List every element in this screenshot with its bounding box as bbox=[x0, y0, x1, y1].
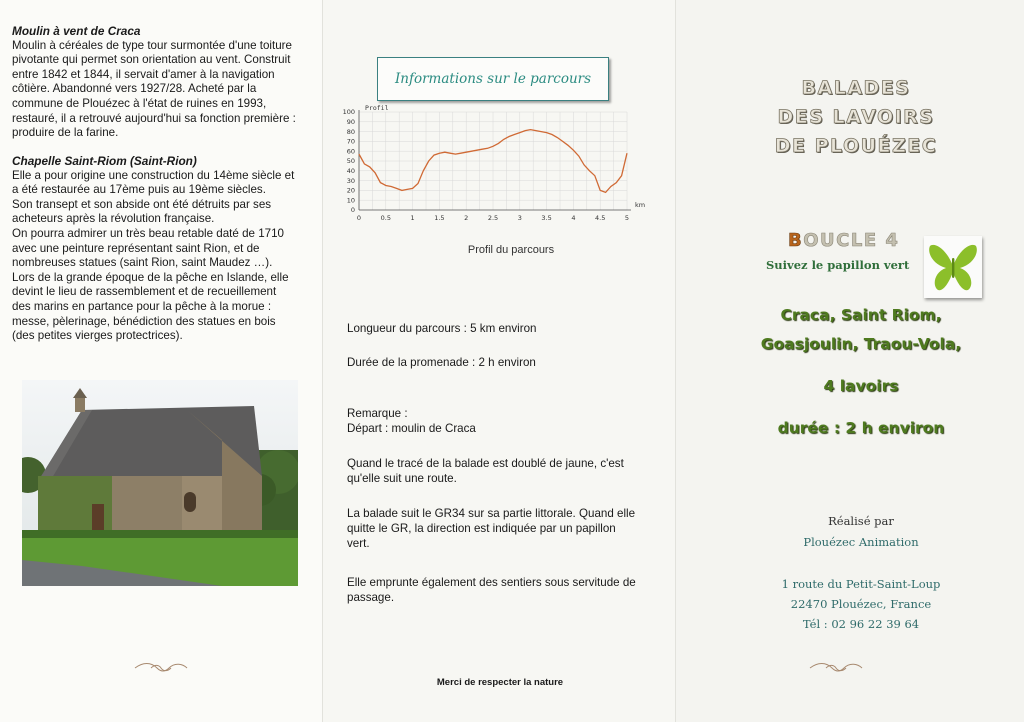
x-tick-label: 5 bbox=[624, 214, 630, 222]
chart-grid bbox=[359, 112, 627, 210]
chapel-photo bbox=[22, 380, 298, 586]
y-tick-label: 40 bbox=[346, 167, 355, 175]
loop-label bbox=[788, 230, 899, 251]
phone-number: Tél : 02 96 22 39 64 bbox=[802, 617, 920, 631]
y-tick-label: 50 bbox=[346, 157, 355, 166]
text-line: quitte le GR, la direction est indiquée par un papillon bbox=[347, 522, 616, 535]
text-line: Elle emprunte également des sentiers sous servitude de bbox=[347, 576, 636, 589]
text-line: avec une peinture représentant saint Rion, et de bbox=[12, 241, 260, 255]
y-tick-label: 30 bbox=[346, 176, 355, 185]
y-tick-label: 80 bbox=[346, 127, 355, 136]
text-line: Moulin à céréales de type tour surmontée d'une toiture bbox=[12, 38, 292, 52]
x-tick-label: 2 bbox=[464, 214, 469, 222]
windmill-title: Moulin à vent de Craca bbox=[12, 24, 141, 38]
text-line: vert. bbox=[347, 537, 370, 550]
x-tick-label: 4 bbox=[571, 214, 576, 222]
loop-initial: B bbox=[788, 230, 804, 251]
x-axis-label: km bbox=[635, 201, 646, 209]
gr34-note bbox=[347, 506, 657, 551]
chapel-title: Chapelle Saint-Riom (Saint-Rion) bbox=[12, 154, 197, 168]
y-tick-label: 60 bbox=[346, 147, 355, 156]
butterfly-card bbox=[924, 236, 982, 298]
elevation-profile-chart bbox=[331, 100, 661, 230]
path-note bbox=[347, 575, 657, 605]
windmill-section bbox=[12, 24, 312, 141]
text-line: entre 1842 et 1844, il servait d'amer à la navigation bbox=[12, 67, 275, 81]
loop-rest: OUCLE 4 bbox=[803, 230, 900, 251]
x-tick-label: 2.5 bbox=[487, 214, 499, 222]
route-line-1: Craca, Saint Riom, bbox=[780, 306, 942, 324]
x-axis-ticks bbox=[357, 214, 629, 222]
chapel-section bbox=[12, 154, 312, 344]
text-line: Lors de la grande époque de la pêche en Islande, elle bbox=[12, 270, 289, 284]
footer-note: Merci de respecter la nature bbox=[436, 677, 564, 688]
x-tick-label: 1.5 bbox=[434, 214, 445, 222]
x-tick-label: 3 bbox=[517, 214, 522, 222]
ornament-icon bbox=[133, 660, 189, 676]
remark-heading: Remarque : bbox=[347, 407, 408, 420]
chart-caption: Profil du parcours bbox=[467, 244, 555, 256]
y-tick-label: 20 bbox=[346, 186, 355, 195]
length-text: Longueur du parcours : 5 km environ bbox=[347, 322, 537, 335]
info-title: Informations sur le parcours bbox=[394, 71, 592, 87]
text-line: (des petites vierges protectrices). bbox=[12, 329, 183, 343]
duration-text: Durée de la promenade : 2 h environ bbox=[347, 356, 536, 369]
address-line-2: 22470 Plouézec, France bbox=[790, 597, 932, 611]
y-axis-ticks bbox=[343, 108, 355, 214]
text-line: passage. bbox=[347, 591, 395, 604]
text-line: produire de la farine. bbox=[12, 126, 119, 140]
y-tick-label: 90 bbox=[346, 118, 355, 126]
y-tick-label: 10 bbox=[346, 196, 355, 205]
text-line: Quand le tracé de la balade est doublé de jaune, c'est bbox=[347, 457, 624, 470]
text-line: commune de Plouézec à l'état de ruines en 1993, bbox=[12, 96, 267, 110]
text-line: devint le lieu de rassemblement et de recueillement bbox=[12, 285, 277, 299]
text-line: côtière. Abandonné vers 1927/28. Acheté par la bbox=[12, 82, 257, 96]
start-text: Départ : moulin de Craca bbox=[347, 422, 476, 435]
text-line: pivotante qui permet son orientation au vent. Construit bbox=[12, 53, 291, 67]
route-line-2: Goasjoulin, Traou-Vola, bbox=[760, 335, 962, 353]
text-line: La balade suit le GR34 sur sa partie littorale. Quand elle bbox=[347, 507, 636, 520]
ornament-icon bbox=[808, 660, 864, 676]
organization-name: Plouézec Animation bbox=[803, 535, 919, 549]
text-line: restauré, il a retrouvé aujourd'hui sa fonction première : bbox=[12, 111, 296, 125]
text-line: On pourra admirer un très beau retable daté de 1710 bbox=[12, 226, 284, 240]
x-tick-label: 0.5 bbox=[380, 214, 391, 222]
title-line-3: DE PLOUÉZEC bbox=[774, 135, 938, 157]
text-line: nombreuses statues (saint Rion, saint Maudez …). bbox=[12, 256, 273, 270]
x-tick-label: 0 bbox=[356, 214, 362, 222]
y-tick-label: 100 bbox=[342, 108, 355, 117]
info-title-box bbox=[377, 57, 609, 101]
lavoirs-count: 4 lavoirs bbox=[823, 377, 899, 395]
text-line: Elle a pour origine une construction du 14ème siècle et bbox=[12, 168, 295, 182]
text-line: messe, pèlerinage, bénédiction des statues en bois bbox=[12, 314, 276, 328]
right-panel bbox=[676, 0, 1024, 722]
x-tick-label: 4.5 bbox=[595, 214, 606, 222]
text-line: qu'elle suit une route. bbox=[347, 472, 457, 485]
title-line-2: DES LAVOIRS bbox=[777, 106, 935, 128]
y-tick-label: 70 bbox=[346, 137, 355, 146]
text-line: acheteurs après la révolution française. bbox=[12, 212, 215, 226]
chapel-text bbox=[12, 169, 312, 344]
text-line: a été restaurée au 17ème puis au 19ème siècles. bbox=[12, 183, 266, 197]
butterfly-icon bbox=[924, 236, 982, 298]
windmill-text bbox=[12, 39, 312, 141]
road-note bbox=[347, 456, 657, 486]
left-panel bbox=[0, 0, 322, 722]
chart-title: Profil bbox=[365, 104, 389, 112]
text-line: Son transept et son abside ont été détruits par ses bbox=[12, 197, 272, 211]
duration-badge: durée : 2 h environ bbox=[777, 419, 945, 437]
follow-butterfly-text: Suivez le papillon vert bbox=[766, 258, 910, 272]
x-tick-label: 3.5 bbox=[541, 214, 552, 222]
text-line: des marins en partance pour la pêche à la morue : bbox=[12, 299, 272, 313]
title-line-1: BALADES bbox=[801, 77, 911, 99]
x-tick-label: 1 bbox=[410, 214, 415, 222]
middle-panel bbox=[322, 0, 676, 722]
credits-label: Réalisé par bbox=[828, 514, 894, 528]
address-line-1: 1 route du Petit-Saint-Loup bbox=[781, 577, 941, 591]
y-tick-label: 0 bbox=[350, 206, 355, 215]
